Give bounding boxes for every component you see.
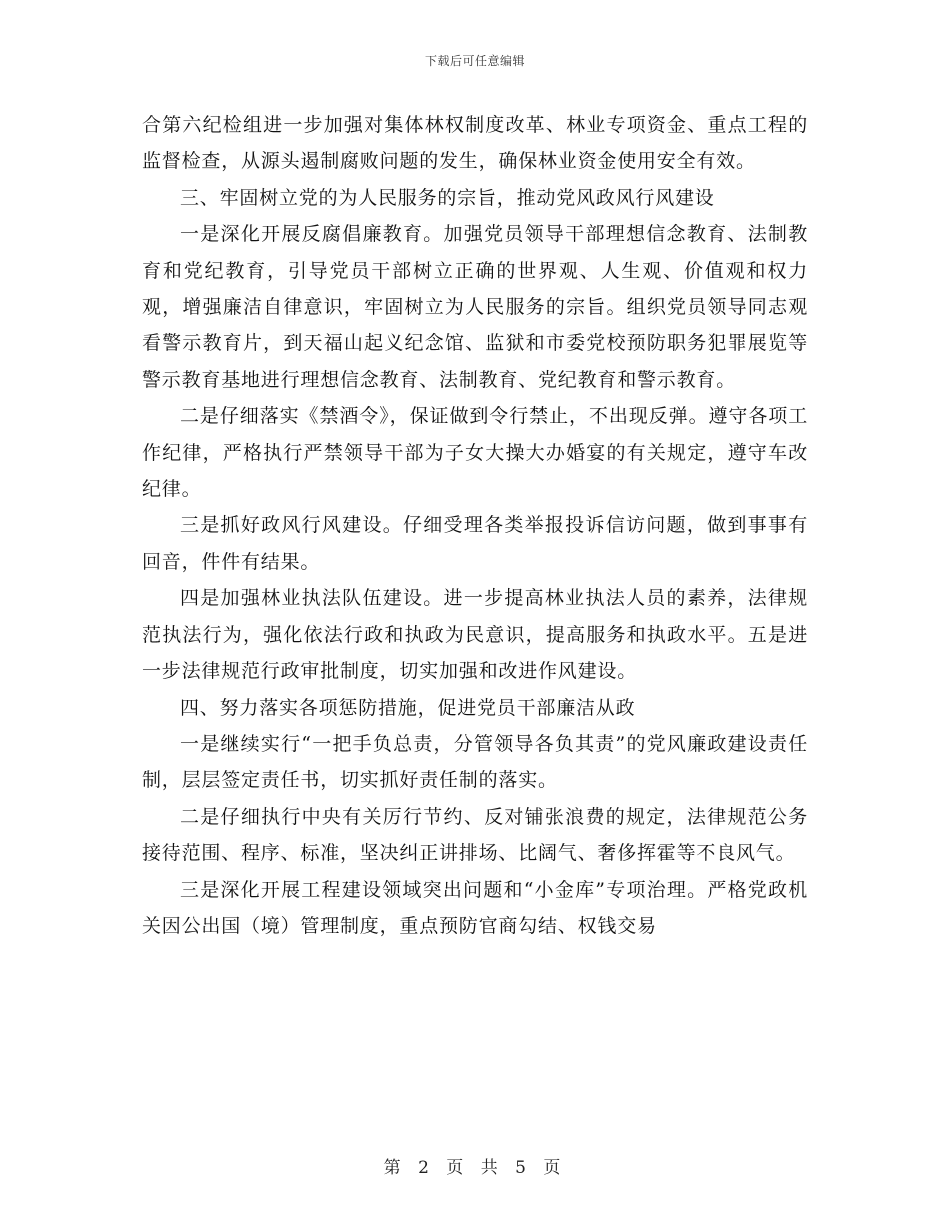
document-body (142, 107, 808, 944)
page-header: 下载后可任意编辑 (424, 54, 525, 68)
page-number: 第 2 页 共 5 页 (383, 1158, 567, 1178)
paragraph-6: 一是继续实行“一把手负总责，分管领导各负其责”的党风廉政建设责任制，层层签定责任书，切实抓好责任制的落实。 (142, 732, 808, 792)
section-heading-3: 三、牢固树立党的为人民服务的宗旨，推动党风政风行风建设 (180, 186, 715, 209)
paragraph-1: 合第六纪检组进一步加强对集体林权制度改革、林业专项资金、重点工程的监督检查，从源头遏制腐败问题的发生，确保林业资金使用安全有效。 (142, 114, 808, 173)
paragraph-4: 三是抓好政风行风建设。仔细受理各类举报投诉信访问题，做到事事有回音，件件有结果。 (142, 514, 808, 573)
paragraph-5: 四是加强林业执法队伍建设。进一步提高林业执法人员的素养，法律规范执法行为，强化依法行政和执政为民意识，提高服务和执政水平。五是进一步法律规范行政审批制度，切实加强和改进作风建设。 (142, 587, 808, 683)
paragraph-2: 一是深化开展反腐倡廉教育。加强党员领导干部理想信念教育、法制教育和党纪教育，引导党员干部树立正确的世界观、人生观、价值观和权力观，增强廉洁自律意识，牢固树立为人民服务的宗旨。组织党员领导同志观看警示教育片，到天福山起义纪念馆、监狱和市委党校预防职务犯罪展览等警示教育基地进行理想信念教育、法制教育、党纪教育和警示教育。 (142, 223, 808, 391)
paragraph-3: 二是仔细落实《禁酒令》，保证做到令行禁止，不出现反弹。遵守各项工作纪律，严格执行严禁领导干部为子女大操大办婚宴的有关规定，遵守车改纪律。 (142, 405, 808, 501)
section-heading-4: 四、努力落实各项惩防措施，促进党员干部廉洁从政 (180, 696, 636, 719)
paragraph-8: 三是深化开展工程建设领域突出问题和“小金库”专项治理。严格党政机关因公出国（境）管理制度，重点预防官商勾结、权钱交易 (142, 878, 808, 937)
paragraph-7: 二是仔细执行中央有关厉行节约、反对铺张浪费的规定，法律规范公务接待范围、程序、标准，坚决纠正讲排场、比阔气、奢侈挥霍等不良风气。 (142, 805, 808, 865)
